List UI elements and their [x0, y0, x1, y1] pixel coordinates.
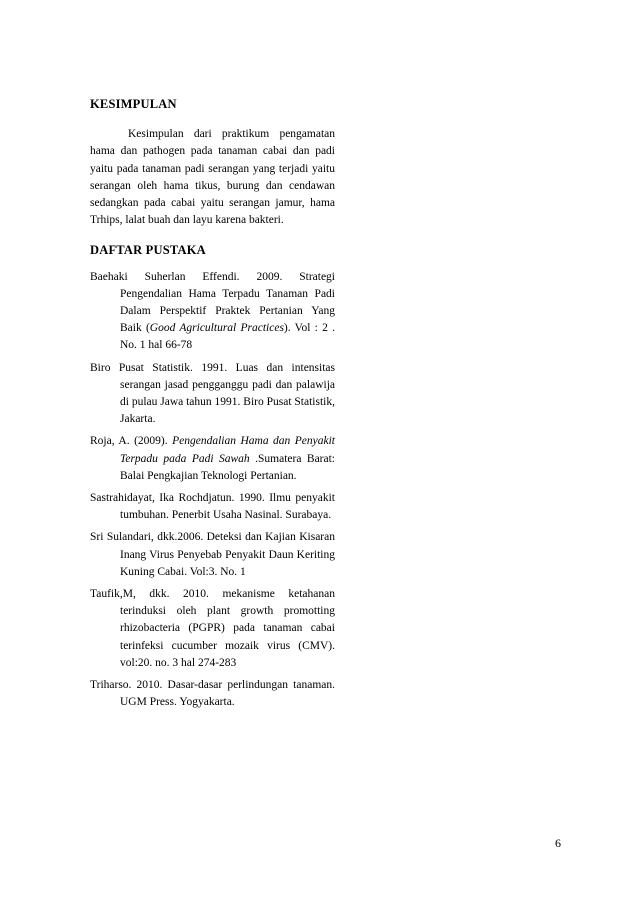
- reference-item: [90, 490, 335, 524]
- page-number: 6: [555, 836, 561, 850]
- reference-item: [90, 586, 335, 672]
- conclusion-paragraph: Kesimpulan dari praktikum pengamatan hama dan pathogen pada tanaman cabai dan padi yaitu pada tanaman padi serangan yang terjadi yaitu serangan oleh hama tikus, burung dan cendawan sedangkan pada cabai yaitu serangan jamur, hama Trhips, lalat buah dan layu karena bakteri.: [90, 128, 335, 227]
- reference-item: [90, 433, 335, 485]
- reference-item: [90, 529, 335, 581]
- reference-text: Sastrahidayat, Ika Rochdjatun. 1990. Ilmu penyakit tumbuhan. Penerbit Usaha Nasinal. Surabaya.: [90, 492, 335, 522]
- reference-text: Taufik,M, dkk. 2010. mekanisme ketahanan terinduksi oleh plant growth promotting rhizobacteria (PGPR) pada tanaman cabai terinfeksi cucumber mozaik virus (CMV). vol:20. no. 3 hal 274-283: [90, 588, 335, 669]
- reference-item: [90, 360, 335, 429]
- reference-text: ). Vol : 2 . No. 1 hal 66-78: [120, 322, 335, 352]
- page-content: [90, 96, 335, 717]
- reference-text: .Sumatera Barat: Balai Pengkajian Teknologi Pertanian.: [120, 452, 336, 482]
- reference-text: Roja, A. (2009).: [90, 435, 173, 448]
- conclusion-heading: KESIMPULAN: [90, 97, 177, 111]
- reference-item: [90, 269, 335, 355]
- reference-list: [90, 269, 335, 712]
- reference-text: Sri Sulandari, dkk.2006. Deteksi dan Kajian Kisaran Inang Virus Penyebab Penyakit Daun Keriting Kuning Cabai. Vol:3. No. 1: [90, 531, 335, 578]
- reference-text: Biro Pusat Statistik. 1991. Luas dan intensitas serangan jasad pengganggu padi dan palawija di pulau Jawa tahun 1991. Biro Pusat Statistik, Jakarta.: [90, 361, 335, 426]
- reference-title-italic: Good Agricultural Practices: [149, 322, 284, 335]
- reference-title-italic: Pengendalian Hama dan Penyakit Terpadu pada Padi Sawah: [120, 435, 335, 465]
- reference-text: Triharso. 2010. Dasar-dasar perlindungan tanaman. UGM Press. Yogyakarta.: [90, 679, 335, 709]
- reference-text: Baehaki Suherlan Effendi. 2009. Strategi Pengendalian Hama Terpadu Tanaman Padi Dalam Perspektif Praktek Pertanian Yang Baik (: [90, 270, 335, 335]
- bibliography-heading: DAFTAR PUSTAKA: [90, 243, 206, 258]
- reference-item: [90, 677, 335, 711]
